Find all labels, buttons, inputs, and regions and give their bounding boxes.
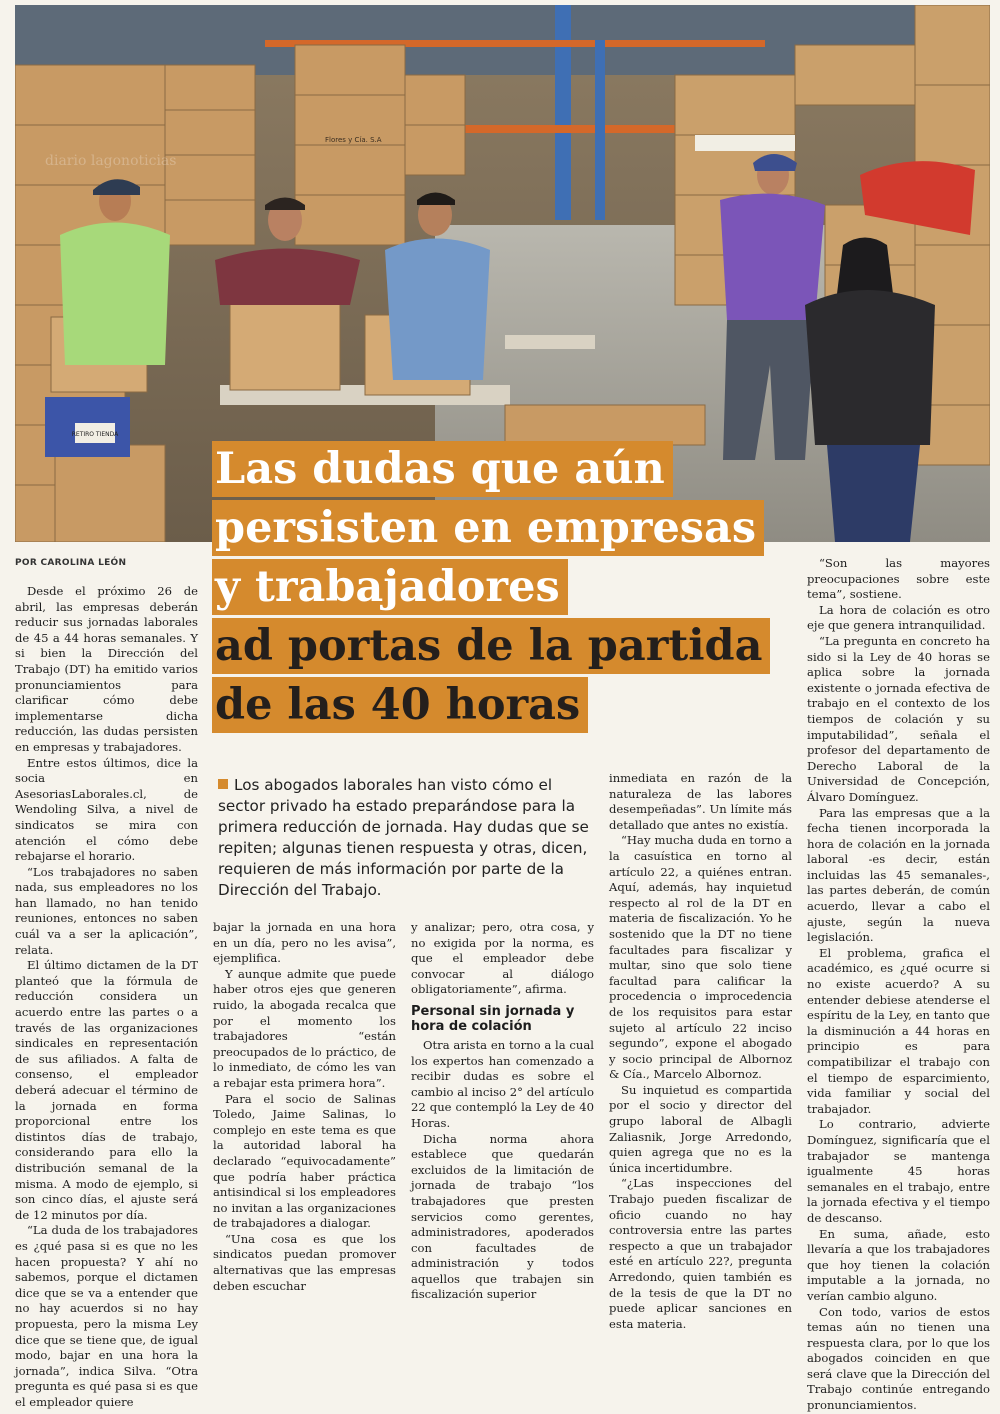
paragraph: “Los trabajadores no saben nada, sus empleadores no los han llamado, no han tenido reuniones, entonces no saben cuál va a ser la aplicación”, relata. xyxy=(15,864,198,957)
paragraph: “La pregunta en concreto ha sido si la Ley de 40 horas se aplica sobre la jornada existente o jornada efectiva de trabajo en el contexto de los tiempos de colación y su imputabilidad”, señala el profesor del departamento de Derecho Laboral de la Universidad de Concepción, Álvaro Domínguez. xyxy=(807,633,990,804)
headline-line-5: de las 40 horas xyxy=(212,677,588,733)
paragraph: bajar la jornada en una hora en un día, pero no les avisa”, ejemplifica. xyxy=(213,920,396,966)
headline-line-4: ad portas de la partida xyxy=(212,618,770,674)
column-2 xyxy=(213,920,396,1294)
paragraph: Con todo, varios de estos temas aún no tienen una respuesta clara, por lo que los abogados coinciden en que será clave que la Dirección del Trabajo continúe entregando pronunciamientos. xyxy=(807,1304,990,1413)
paragraph: “Son las mayores preocupaciones sobre este tema”, sostiene. xyxy=(807,556,990,602)
photo-watermark: diario lagonoticias xyxy=(45,153,177,169)
paragraph: “Hay mucha duda en torno a la casuística en torno al artículo 22, a quiénes entran. Aquí, además, hay inquietud respecto al rol de la DT en materia de fiscalización. Yo he sostenido que la DT no tiene facultades para fiscalizar y multar, sino que solo tiene facultad para calificar la procedencia o improcedencia de los requisitos para estar sujeto al artículo 22 inciso segundo”, expone el abogado y socio principal de Albornoz & Cía., Marcelo Albornoz. xyxy=(609,833,792,1082)
lead-text: Los abogados laborales han visto cómo el sector privado ha estado preparándose para la primera reducción de jornada. Hay dudas que se repiten; algunas tienen respuesta y otras, dicen, requieren de más información por parte de la Dirección del Trabajo. xyxy=(218,776,589,899)
box-label: Flores y Cía. S.A xyxy=(325,136,382,144)
paragraph: Dicha norma ahora establece que quedarán excluidos de la limitación de jornada de trabajo “los trabajadores que presten servicios como gerentes, administradores, apoderados con facultades de administración y todos aquellos que trabajen sin fiscalización superior xyxy=(411,1131,594,1302)
paragraph: Lo contrario, advierte Domínguez, significaría que el trabajador se mantenga igualmente 45 horas semanales en el trabajo, entre la jornada efectiva y el tiempo de descanso. xyxy=(807,1117,990,1225)
paragraph: Desde el próximo 26 de abril, las empresas deberán reducir sus jornadas laborales de 45 a 44 horas semanales. Y si bien la Dirección del Trabajo (DT) ha emitido varios pronunciamientos para clarificar cómo debe implementarse dicha reducción, las dudas persisten en empresas y trabajadores. xyxy=(15,584,198,754)
bin-label: RETIRO TIENDA xyxy=(71,431,119,438)
column-3 xyxy=(411,920,594,1303)
paragraph: Para las empresas que a la fecha tienen incorporada la hora de colación en la jornada laboral -es decir, están incluidas las 45 semanales-, las partes deberán, de común acuerdo, llevar a cabo el ajuste, según la nueva legislación. xyxy=(807,805,990,945)
column-5 xyxy=(807,556,990,1414)
subheading: Personal sin jornada y hora de colación xyxy=(411,1003,575,1034)
paragraph: El último dictamen de la DT planteó que la fórmula de reducción considera un acuerdo entre las partes o a través de las organizaciones sindicales en representación de sus afiliados. A falta de consenso, el empleador deberá adecuar el término de la jornada en forma proporcional entre los distintos días de trabajo, considerando para ello la distribución semanal de la misma. A modo de ejemplo, si son cinco días, el ajuste será de 12 minutos por día. xyxy=(15,958,198,1222)
paragraph: Otra arista en torno a la cual los expertos han comenzado a recibir dudas es sobre el cambio al inciso 2° del artículo 22 que contempló la Ley de 40 Horas. xyxy=(411,1037,594,1130)
headline-line-2: persisten en empresas xyxy=(212,500,764,556)
column-1 xyxy=(15,584,198,1410)
headline-line-3: y trabajadores xyxy=(212,559,568,615)
headline-line-1: Las dudas que aún xyxy=(212,441,673,497)
paragraph: “La duda de los trabajadores es ¿qué pasa si es que no les hacen propuesta? Y ahí no sabemos, porque el dictamen dice que se va a entender que no hay acuerdos si no hay propuesta, pero la misma Ley dice que se tiene que, de igual modo, bajar en una hora la jornada”, indica Silva. “Otra pregunta es qué pasa si es que el empleador quiere xyxy=(15,1223,198,1409)
paragraph: y analizar; pero, otra cosa, y no exigida por la norma, es que el empleador debe convocar al diálogo obligatoriamente”, afirma. xyxy=(411,920,594,997)
paragraph: Y aunque admite que puede haber otros ejes que generen ruido, la abogada recalca que por el momento los trabajadores “están preocupados de lo práctico, de lo inmediato, de cómo les van a rebajar esta primera hora”. xyxy=(213,966,396,1090)
paragraph: “¿Las inspecciones del Trabajo pueden fiscalizar de oficio cuando no hay controversia entre las partes respecto a que un trabajador esté en artículo 22?, pregunta Arredondo, quien también es de la tesis de que la DT no puede aplicar sanciones en esta materia. xyxy=(609,1176,792,1331)
column-4 xyxy=(609,771,792,1332)
paragraph: La hora de colación es otro eje que genera intranquilidad. xyxy=(807,602,990,633)
paragraph: Su inquietud es compartida por el socio y director del grupo laboral de Albagli Zaliasnik, Jorge Arredondo, quien agrega que no es la única incertidumbre. xyxy=(609,1082,792,1175)
byline: POR CAROLINA LEÓN xyxy=(15,558,127,568)
paragraph: Entre estos últimos, dice la socia en AsesoriasLaborales.cl, de Wendoling Silva, a nivel de sindicatos se mira con atención el cómo debe rebajarse el horario. xyxy=(15,755,198,864)
paragraph: inmediata en razón de la naturaleza de las labores desempeñadas”. Un límite más detallado que antes no existía. xyxy=(609,771,792,832)
headline xyxy=(212,441,802,736)
lead-paragraph xyxy=(218,775,594,901)
paragraph: “Una cosa es que los sindicatos puedan promover alternativas que las empresas deben escuchar xyxy=(213,1231,396,1293)
paragraph: En suma, añade, esto llevaría a que los trabajadores que hoy tienen la colación imputable a la jornada, no verían cambio alguno. xyxy=(807,1226,990,1303)
paragraph: El problema, grafica el académico, es ¿qué ocurre si no existe acuerdo? A su entender debiese atenderse el espíritu de la Ley, en tanto que la disminución a 44 horas en principio es para compatibilizar el trabajo con el tiempo de esparcimiento, vida familiar y social del trabajador. xyxy=(807,945,990,1116)
lead-bullet-icon xyxy=(218,779,228,789)
paragraph: Para el socio de Salinas Toledo, Jaime Salinas, lo complejo en este tema es que la autoridad laboral ha declarado “equivocadamente” que podría haber práctica antisindical si los empleadores no invitan a las organizaciones de trabajadores a dialogar. xyxy=(213,1091,396,1231)
